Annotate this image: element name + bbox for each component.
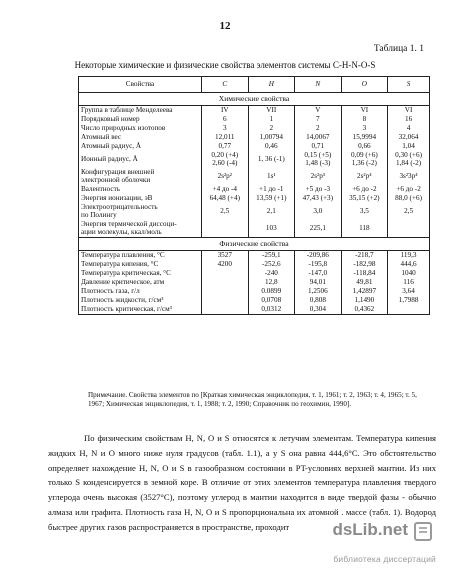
row-label: Плотность жидкости, г/см³ <box>79 296 202 305</box>
cell-value: 8 <box>341 115 388 124</box>
cell-value: 118 <box>341 220 388 238</box>
cell-value: 2,1 <box>248 203 295 220</box>
body-paragraph: По физическим свойствам H, N, O и S относятся к летучим элементам. Температура кипения жидких H, N и O много ниже нуля градусов (табл. 1.1), а у S она равна 444,6°С. Это обстоятельство определяет нахождение H, N, O и S в газообразном состоянии в PT-условиях верхней мантии. Из них только S конденсируется в земной коре. В отличие от этих элементов температура плавления твердого углерода очень высокая (3527°С), поэтому углерод в мантии находится в виде твердой фазы - обычно алмаза или графита. Плотность газа H, N, O и S пропорциональна их атомной . массе (табл. 1). Водород быстрее других газов распространяется в пространстве, проходит <box>48 433 436 532</box>
cell-value <box>388 305 430 315</box>
cell-value: 3,5 <box>341 203 388 220</box>
row-label: Электроотрицательность по Полингу <box>79 203 202 220</box>
watermark-subtitle: библиотека диссертаций <box>333 554 436 564</box>
row-label: Порядковый номер <box>79 115 202 124</box>
cell-value: +5 до -3 <box>295 185 342 194</box>
cell-value: +4 до -4 <box>202 185 249 194</box>
row-label: Температура плавления, °C <box>79 251 202 261</box>
table-header-row <box>79 77 430 93</box>
cell-value: 0,46 <box>248 142 295 151</box>
cell-value: 2s²p³ <box>295 168 342 185</box>
cell-value: 2s²p² <box>202 168 249 185</box>
table-row <box>79 194 430 203</box>
cell-value: 0,15 (+5) 1,48 (-3) <box>295 151 342 168</box>
cell-value: 0,71 <box>295 142 342 151</box>
cell-value: 0,09 (+6) 1,36 (-2) <box>341 151 388 168</box>
cell-value: -209,86 <box>295 251 342 261</box>
section-title: Химические свойства <box>79 93 430 106</box>
table-row <box>79 269 430 278</box>
table-row <box>79 115 430 124</box>
row-label: Температура кипения, °C <box>79 260 202 269</box>
cell-value: 7 <box>295 115 342 124</box>
cell-value: 3 <box>202 124 249 133</box>
cell-value: 14,0067 <box>295 133 342 142</box>
element-header-o: O <box>341 77 388 93</box>
cell-value <box>202 220 249 238</box>
cell-value: 0,4362 <box>341 305 388 315</box>
row-label: Ионный радиус, Å <box>79 151 202 168</box>
table-row <box>79 133 430 142</box>
cell-value: 1,1490 <box>341 296 388 305</box>
cell-value: -118,84 <box>341 269 388 278</box>
cell-value: 15,9994 <box>341 133 388 142</box>
cell-value: 0,20 (+4) 2,60 (-4) <box>202 151 249 168</box>
section-header-row <box>79 93 430 106</box>
cell-value: 2 <box>248 124 295 133</box>
cell-value: 0,304 <box>295 305 342 315</box>
cell-value: 0,0312 <box>248 305 295 315</box>
table-row <box>79 151 430 168</box>
cell-value: 0,0708 <box>248 296 295 305</box>
cell-value: 119,3 <box>388 251 430 261</box>
properties-table <box>78 76 430 315</box>
cell-value: +6 до -2 <box>341 185 388 194</box>
cell-value: IV <box>202 106 249 116</box>
table-label: Таблица 1. 1 <box>373 44 424 54</box>
cell-value: 35,15 (+2) <box>341 194 388 203</box>
row-label: Группа в таблице Менделеева <box>79 106 202 116</box>
table-row <box>79 251 430 261</box>
row-label: Давление критическое, атм <box>79 278 202 287</box>
cell-value: 1 <box>248 115 295 124</box>
cell-value: 3,0 <box>295 203 342 220</box>
cell-value: -259,1 <box>248 251 295 261</box>
cell-value: +1 до -1 <box>248 185 295 194</box>
cell-value: 0,808 <box>295 296 342 305</box>
cell-value: 6 <box>202 115 249 124</box>
cell-value: 3,64 <box>388 287 430 296</box>
table-row <box>79 220 430 238</box>
cell-value: 4 <box>388 124 430 133</box>
cell-value: 1,7988 <box>388 296 430 305</box>
cell-value: 444,6 <box>388 260 430 269</box>
table-row <box>79 278 430 287</box>
table-row <box>79 296 430 305</box>
cell-value: V <box>295 106 342 116</box>
table-row <box>79 106 430 116</box>
cell-value: 49,81 <box>341 278 388 287</box>
cell-value: 1040 <box>388 269 430 278</box>
cell-value: VI <box>388 106 430 116</box>
cell-value <box>202 278 249 287</box>
table-row <box>79 305 430 315</box>
element-header-h: H <box>248 77 295 93</box>
cell-value: 16 <box>388 115 430 124</box>
cell-value: VII <box>248 106 295 116</box>
cell-value: 13,59 (+1) <box>248 194 295 203</box>
cell-value: 225,1 <box>295 220 342 238</box>
element-header-c: C <box>202 77 249 93</box>
table-row <box>79 260 430 269</box>
cell-value: VI <box>341 106 388 116</box>
cell-value: 0.0899 <box>248 287 295 296</box>
cell-value: 94,01 <box>295 278 342 287</box>
row-label: Плотность критическая, г/см³ <box>79 305 202 315</box>
watermark <box>286 518 436 566</box>
row-label: Валентность <box>79 185 202 194</box>
cell-value: 2,5 <box>388 203 430 220</box>
cell-value: 1s¹ <box>248 168 295 185</box>
cell-value: 1,00794 <box>248 133 295 142</box>
element-header-s: S <box>388 77 430 93</box>
watermark-domain: dsLib.net <box>332 520 408 539</box>
row-label: Плотность газа, г/л <box>79 287 202 296</box>
table-note: Примечание. Свойства элементов по [Краткая химическая энциклопедия, т. 1, 1961; т. 2, 1963; т. 4, 1965; т. 5, 1967; Химическая энциклопедия, т. 1, 1988; т. 2, 1990; Справочник по геохимии, 1990]. <box>88 391 417 408</box>
row-label: Конфигурация внешней электронной оболочки <box>79 168 202 185</box>
table-row <box>79 287 430 296</box>
table-row <box>79 168 430 185</box>
cell-value: 1,2506 <box>295 287 342 296</box>
cell-value: 3 <box>341 124 388 133</box>
section-header-row <box>79 238 430 251</box>
cell-value: 32,064 <box>388 133 430 142</box>
row-label: Атомный радиус, Å <box>79 142 202 151</box>
row-label: Число природных изотопов <box>79 124 202 133</box>
cell-value: 4200 <box>202 260 249 269</box>
row-label: Энергия термической диссоци- ации молекулы, ккал/моль <box>79 220 202 238</box>
cell-value: 3s²3p⁴ <box>388 168 430 185</box>
corner-header: Свойства <box>79 77 202 93</box>
cell-value <box>388 220 430 238</box>
row-label: Температура критическая, °C <box>79 269 202 278</box>
cell-value: 103 <box>248 220 295 238</box>
element-header-n: N <box>295 77 342 93</box>
cell-value: 12,011 <box>202 133 249 142</box>
cell-value: 0,66 <box>341 142 388 151</box>
row-label: Атомный вес <box>79 133 202 142</box>
cell-value: 2s²p⁴ <box>341 168 388 185</box>
cell-value <box>202 296 249 305</box>
cell-value: 12,8 <box>248 278 295 287</box>
cell-value: -147,0 <box>295 269 342 278</box>
cell-value <box>202 269 249 278</box>
cell-value: 1,42897 <box>341 287 388 296</box>
table-caption: Некоторые химические и физические свойства элементов системы C-H-N-O-S <box>74 60 376 70</box>
page-number: 12 <box>219 20 231 32</box>
cell-value: +6 до -2 <box>388 185 430 194</box>
book-logo-icon <box>412 520 434 542</box>
table-row <box>79 185 430 194</box>
table-row <box>79 124 430 133</box>
section-title: Физические свойства <box>79 238 430 251</box>
cell-value <box>202 287 249 296</box>
cell-value: -182,98 <box>341 260 388 269</box>
cell-value: -195,8 <box>295 260 342 269</box>
table-row <box>79 203 430 220</box>
cell-value: -240 <box>248 269 295 278</box>
cell-value: -218,7 <box>341 251 388 261</box>
cell-value: 2 <box>295 124 342 133</box>
table-row <box>79 142 430 151</box>
cell-value: 116 <box>388 278 430 287</box>
cell-value: 64,48 (+4) <box>202 194 249 203</box>
cell-value: 47,43 (+3) <box>295 194 342 203</box>
cell-value: 2,5 <box>202 203 249 220</box>
cell-value: 3527 <box>202 251 249 261</box>
cell-value: 0,30 (+6) 1,84 (-2) <box>388 151 430 168</box>
cell-value: 0,77 <box>202 142 249 151</box>
cell-value: -252,6 <box>248 260 295 269</box>
cell-value: 88,0 (+6) <box>388 194 430 203</box>
row-label: Энергия ионизации, эВ <box>79 194 202 203</box>
cell-value: 1,04 <box>388 142 430 151</box>
cell-value: 1, 36 (-1) <box>248 151 295 168</box>
cell-value <box>202 305 249 315</box>
